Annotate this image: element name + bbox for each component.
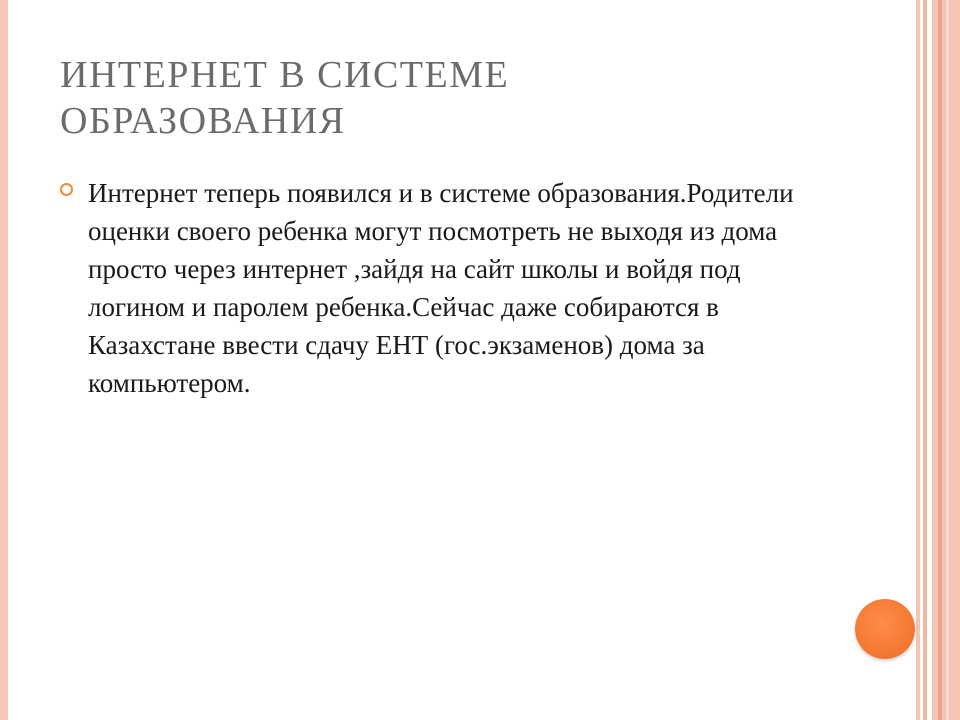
stripe xyxy=(923,0,927,720)
orange-circle-decoration xyxy=(855,599,915,659)
ring-bullet-icon xyxy=(60,183,73,196)
stripe xyxy=(916,0,920,720)
right-decorative-stripes xyxy=(916,0,960,720)
slide-content xyxy=(60,174,820,402)
stripe xyxy=(946,0,949,720)
stripe xyxy=(938,0,942,720)
bullet-text: Интернет теперь появился и в системе образования.Родители оценки своего ребенка могут посмотреть не выходя из дома просто через интернет ,зайдя на сайт школы и войдя под логином и паролем ребенка.Сейчас даже собираются в Казахстане ввести сдачу ЕНТ (гос.экзаменов) дома за компьютером. xyxy=(88,178,794,398)
slide-title: ИНТЕРНЕТ В СИСТЕМЕ ОБРАЗОВАНИЯ xyxy=(60,54,510,142)
left-border xyxy=(0,0,8,720)
bullet-item xyxy=(60,174,820,402)
